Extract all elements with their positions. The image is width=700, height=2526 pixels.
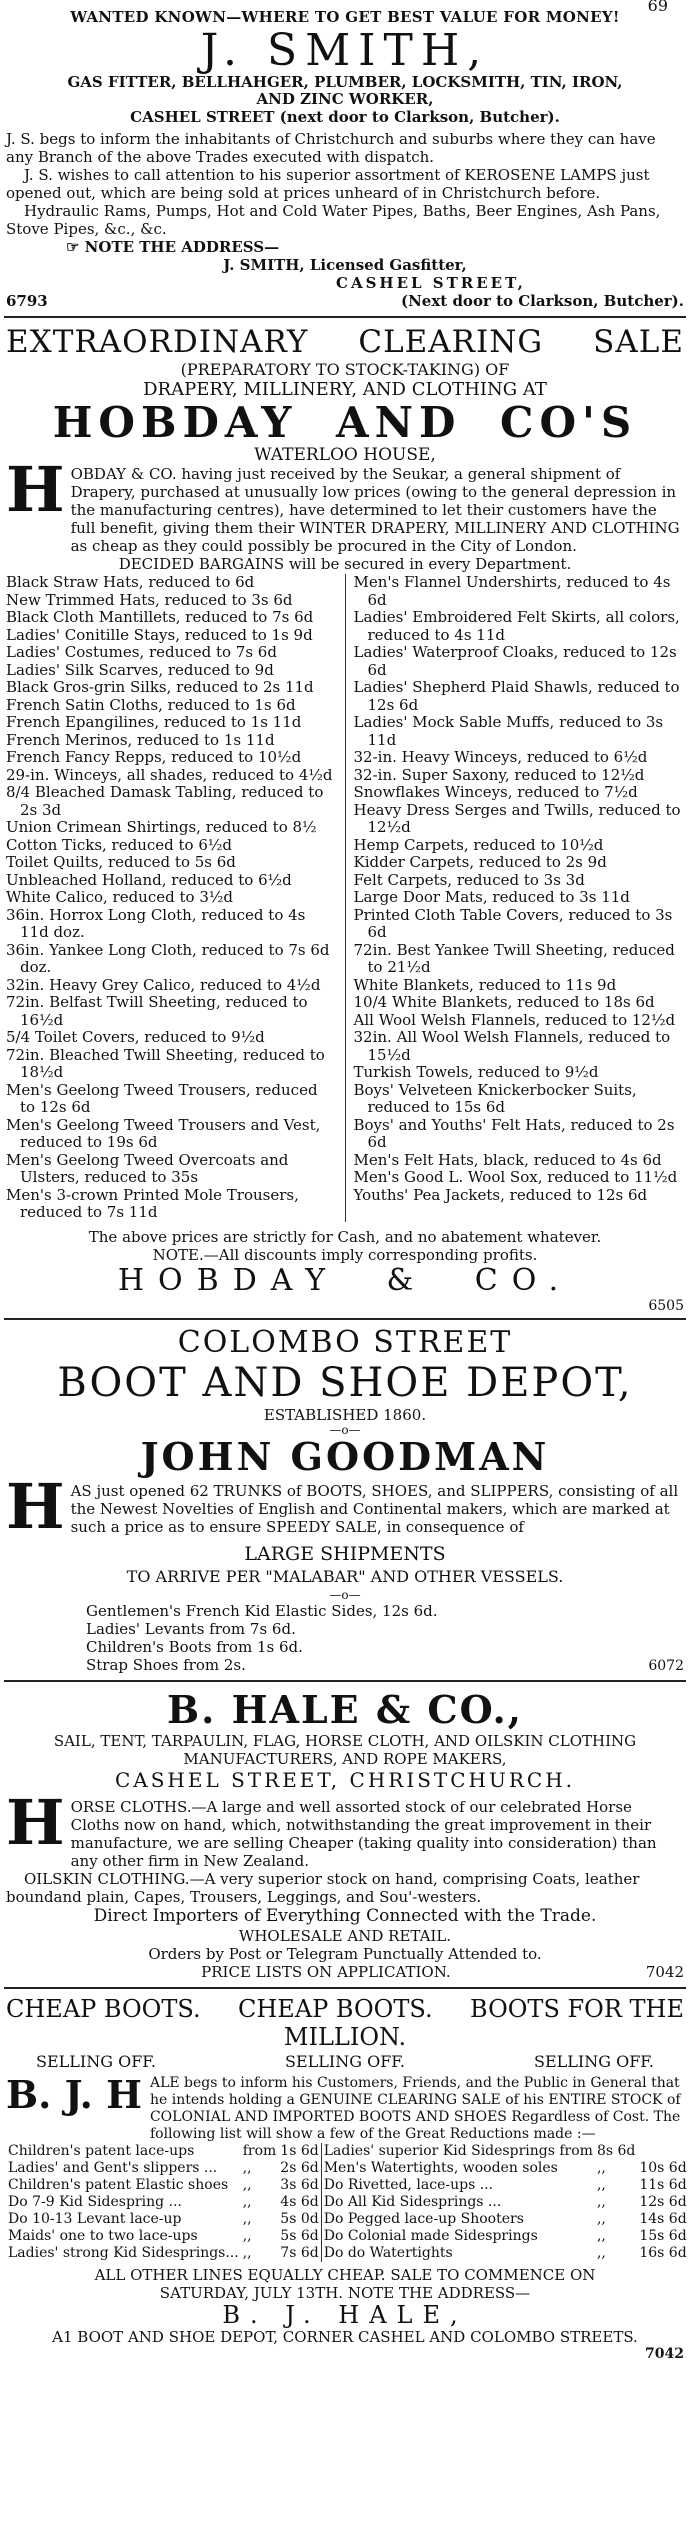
hobday-item: Union Crimean Shirtings, reduced to 8½ xyxy=(6,818,317,836)
hale-para-2: OILSKIN CLOTHING.—A very superior stock on hand, comprising Coats, leather boundand plain, Capes, Trousers, Leggings, and Sou'-westers. xyxy=(6,1869,640,1906)
smith-ref: 6793 xyxy=(6,292,48,310)
bjhale-ad xyxy=(0,1989,690,2362)
hobday-house: WATERLOO HOUSE, xyxy=(254,445,436,465)
goodman-ornament: —o— xyxy=(329,1422,361,1437)
hobday-firm: HOBDAY AND CO'S xyxy=(52,398,638,447)
hale-name: B. HALE & CO., xyxy=(167,1686,523,1732)
table-cell: 4s 6d xyxy=(280,2193,319,2210)
hobday-sign: HOBDAY & CO. xyxy=(117,1262,573,1298)
goodman-ornament: —o— xyxy=(329,1587,361,1602)
hobday-item: Ladies' Waterproof Cloaks, reduced to 12s 6d xyxy=(353,643,677,679)
smith-headline: WANTED KNOWN—WHERE TO GET BEST VALUE FOR MONEY! xyxy=(70,8,620,26)
hobday-item: Hemp Carpets, reduced to 10½d xyxy=(353,835,604,854)
hobday-cash: The above prices are strictly for Cash, and no abatement whatever. xyxy=(88,1227,602,1246)
goodman-item: Gentlemen's French Kid Elastic Sides, 12s 6d. xyxy=(86,1601,438,1620)
table-cell: 10s 6d xyxy=(639,2159,687,2176)
hobday-item: Unbleached Holland, reduced to 6½d xyxy=(6,870,292,889)
hobday-headline-word-3: SALE xyxy=(593,324,684,360)
hobday-item: Kidder Carpets, reduced to 2s 9d xyxy=(353,853,607,871)
table-cell: Children's patent lace-ups xyxy=(8,2142,195,2159)
hale-direct: Direct Importers of Everything Connected with the Trade. xyxy=(93,1905,597,1926)
hobday-item: New Trimmed Hats, reduced to 3s 6d xyxy=(6,590,293,609)
goodman-street: COLOMBO STREET xyxy=(177,1324,513,1360)
hobday-item: 29-in. Winceys, all shades, reduced to 4½d xyxy=(6,765,333,784)
table-cell: ,, xyxy=(242,2210,252,2227)
goodman-intro: AS just opened 62 TRUNKS of BOOTS, SHOES, and SLIPPERS, consisting of all the Newest Novelties of English and Continental makers, which are marked at such a price as to ensure SPEEDY SALE, in consequence of xyxy=(70,1481,679,1536)
goodman-item: Children's Boots from 1s 6d. xyxy=(86,1637,303,1656)
hobday-sub-1: (PREPARATORY TO STOCK-TAKING) OF xyxy=(180,360,510,379)
table-cell: Maids' one to two lace-ups xyxy=(8,2227,198,2244)
table-cell: ,, xyxy=(242,2244,252,2261)
hale-trades-1: SAIL, TENT, TARPAULIN, FLAG, HORSE CLOTH, AND OILSKIN CLOTHING xyxy=(53,1731,637,1750)
hobday-item: 10/4 White Blankets, reduced to 18s 6d xyxy=(353,993,655,1011)
hobday-item: Felt Carpets, reduced to 3s 3d xyxy=(353,870,585,889)
table-cell: ,, xyxy=(242,2159,252,2176)
table-cell: 11s 6d xyxy=(639,2176,687,2193)
hobday-item: Boys' and Youths' Felt Hats, reduced to 2s 6d xyxy=(353,1115,675,1151)
table-cell: Do All Kid Sidesprings ... xyxy=(321,2194,595,2211)
goodman-depot: BOOT AND SHOE DEPOT, xyxy=(57,1359,633,1406)
hobday-item: White Calico, reduced to 3½d xyxy=(6,888,233,906)
hobday-item: Cotton Ticks, reduced to 6½d xyxy=(6,835,233,854)
table-cell: 16s 6d xyxy=(639,2244,687,2261)
hobday-item: French Fancy Repps, reduced to 10½d xyxy=(6,748,302,766)
hobday-item: 32in. All Wool Welsh Flannels, reduced to 15½d xyxy=(353,1028,671,1064)
hobday-item: Black Straw Hats, reduced to 6d xyxy=(6,573,255,591)
smith-address-line: CASHEL STREET (next door to Clarkson, Butcher). xyxy=(130,108,560,126)
hobday-item: 72in. Belfast Twill Sheeting, reduced to 16½d xyxy=(6,993,308,1029)
table-cell: Ladies' superior Kid Sidesprings from xyxy=(321,2143,595,2160)
table-cell: 1s 6d xyxy=(280,2142,319,2159)
hobday-item: 5/4 Toilet Covers, reduced to 9½d xyxy=(6,1028,265,1046)
hale-address: CASHEL STREET, CHRISTCHURCH. xyxy=(114,1767,576,1792)
bjhale-ref: 7042 xyxy=(645,2345,684,2362)
bjhale-head-1: CHEAP BOOTS. xyxy=(6,1994,201,2023)
hobday-item: 32in. Heavy Grey Calico, reduced to 4½d xyxy=(6,975,321,994)
table-cell: 7s 6d xyxy=(280,2244,319,2261)
table-cell: ,, xyxy=(596,2193,606,2210)
table-row xyxy=(6,2245,689,2262)
bjhale-date: SATURDAY, JULY 13TH. NOTE THE ADDRESS— xyxy=(159,2283,531,2302)
hobday-headline-word-2: CLEARING xyxy=(358,324,544,360)
hobday-item: Men's Good L. Wool Sox, reduced to 11½d xyxy=(353,1168,678,1186)
hobday-right-column xyxy=(346,574,685,1222)
hobday-left-column xyxy=(6,574,346,1222)
goodman-established: ESTABLISHED 1860. xyxy=(263,1405,427,1424)
hobday-item: Men's Flannel Undershirts, reduced to 4s 6d xyxy=(353,573,671,609)
hobday-headline-word-1: EXTRAORDINARY xyxy=(6,324,309,360)
hobday-item: 32-in. Heavy Winceys, reduced to 6½d xyxy=(353,748,648,766)
hobday-item: Men's Felt Hats, black, reduced to 4s 6d xyxy=(353,1150,662,1169)
table-cell: ,, xyxy=(242,2227,252,2244)
goodman-large: LARGE SHIPMENTS xyxy=(244,1542,446,1565)
table-cell: from xyxy=(242,2142,277,2159)
goodman-drop-cap: H xyxy=(6,1469,65,1543)
bjhale-head-2: CHEAP BOOTS. xyxy=(238,1994,433,2023)
hobday-item: Ladies' Costumes, reduced to 7s 6d xyxy=(6,643,277,661)
table-cell: 8s 6d xyxy=(596,2142,636,2159)
hobday-item: Black Cloth Mantillets, reduced to 7s 6d xyxy=(6,608,314,626)
smith-sign-3: (Next door to Clarkson, Butcher). xyxy=(401,292,684,310)
smith-para-3: Hydraulic Rams, Pumps, Hot and Cold Water Pipes, Baths, Beer Engines, Ash Pans, Stove Pipes, &c., &c. xyxy=(6,202,661,238)
table-cell: Do Pegged lace-up Shooters xyxy=(321,2211,595,2228)
table-row xyxy=(6,2211,689,2228)
hobday-intro: OBDAY & CO. having just received by the Seukar, a general shipment of Drapery, purchased at unusually low prices (owing to the general depression in the manufacturing centres), have determined to let their customers have the full benefit, giving them their WINTER DRAPERY, MILLINERY AND CLOTHING as cheap as they could possibly be procured in the City of London. xyxy=(70,465,680,555)
smith-ad xyxy=(0,0,690,310)
bjhale-selling-3: SELLING OFF. xyxy=(534,2051,654,2071)
hobday-item: White Blankets, reduced to 11s 9d xyxy=(353,975,617,994)
bjhale-selling-2: SELLING OFF. xyxy=(285,2051,405,2071)
hobday-item: Ladies' Mock Sable Muffs, reduced to 3s 11d xyxy=(353,713,664,749)
hobday-item: Ladies' Silk Scarves, reduced to 9d xyxy=(6,660,274,679)
table-row xyxy=(6,2177,689,2194)
hobday-item: Men's Geelong Tweed Trousers, reduced to 12s 6d xyxy=(6,1080,318,1116)
smith-trades: GAS FITTER, BELLHAHGER, PLUMBER, LOCKSMITH, TIN, IRON, AND ZINC WORKER, xyxy=(67,73,623,108)
page-number: 69 xyxy=(647,0,668,15)
table-cell: ,, xyxy=(242,2176,252,2193)
table-cell: 5s 6d xyxy=(280,2227,319,2244)
hobday-note: NOTE.—All discounts imply corresponding profits. xyxy=(152,1245,538,1264)
hobday-item: Large Door Mats, reduced to 3s 11d xyxy=(353,888,630,906)
hobday-item: Men's 3-crown Printed Mole Trousers, reduced to 7s 11d xyxy=(6,1185,299,1221)
bjhale-address: A1 BOOT AND SHOE DEPOT, CORNER CASHEL AND COLOMBO STREETS. xyxy=(52,2327,638,2346)
smith-para-1: J. S. begs to inform the inhabitants of Christchurch and suburbs where they can have any Branch of the above Trades executed with dispatch. xyxy=(6,130,656,166)
hale-trades-2: MANUFACTURERS, AND ROPE MAKERS, xyxy=(183,1749,507,1768)
bjhale-other: ALL OTHER LINES EQUALLY CHEAP. SALE TO COMMENCE ON xyxy=(94,2265,596,2284)
goodman-ref: 6072 xyxy=(648,1657,684,1674)
bjhale-intro: ALE begs to inform his Customers, Friends, and the Public in General that he intends holding a GENUINE CLEARING SALE of his ENTIRE STOCK of COLONIAL AND IMPORTED BOOTS AND SHOES Regardless of Cost. The following list will show a few of the Great Reductions made :— xyxy=(149,2074,681,2142)
hobday-drop-cap: H xyxy=(6,453,65,526)
hobday-item: Men's Geelong Tweed Trousers and Vest, reduced to 19s 6d xyxy=(6,1115,321,1151)
table-cell: Ladies' strong Kid Sidesprings... xyxy=(8,2244,239,2261)
table-cell: 15s 6d xyxy=(639,2227,687,2244)
smith-para-2: J. S. wishes to call attention to his superior assortment of KEROSENE LAMPS just opened out, which are being sold at prices unheard of in Christchurch before. xyxy=(6,166,650,202)
hobday-item: Boys' Velveteen Knickerbocker Suits, reduced to 15s 6d xyxy=(353,1080,637,1116)
table-cell: Ladies' and Gent's slippers ... xyxy=(8,2159,218,2176)
table-row xyxy=(6,2228,689,2245)
goodman-ad xyxy=(0,1320,690,1674)
hobday-item: All Wool Welsh Flannels, reduced to 12½d xyxy=(353,1010,676,1029)
table-cell: Do 10-13 Levant lace-up xyxy=(8,2210,182,2227)
goodman-item: Ladies' Levants from 7s 6d. xyxy=(86,1619,296,1638)
table-cell: Do do Watertights xyxy=(321,2245,595,2262)
bjhale-initials: B. J. H xyxy=(6,2071,142,2117)
table-row xyxy=(6,2143,689,2160)
hobday-item: 72in. Bleached Twill Sheeting, reduced to 18½d xyxy=(6,1045,325,1081)
table-row xyxy=(6,2194,689,2211)
hobday-item: Toilet Quilts, reduced to 5s 6d xyxy=(6,853,236,871)
hale-wholesale: WHOLESALE AND RETAIL. xyxy=(238,1926,452,1945)
hobday-item: French Merinos, reduced to 1s 11d xyxy=(6,730,275,749)
hobday-item: Ladies' Embroidered Felt Skirts, all colors, reduced to 4s 11d xyxy=(353,608,680,644)
table-cell: ,, xyxy=(242,2193,252,2210)
hale-orders: Orders by Post or Telegram Punctually Attended to. xyxy=(148,1944,542,1963)
hobday-item: Youths' Pea Jackets, reduced to 12s 6d xyxy=(353,1185,648,1204)
hobday-item: 8/4 Bleached Damask Tabling, reduced to 2s 3d xyxy=(6,783,324,819)
table-cell: 14s 6d xyxy=(639,2210,687,2227)
hobday-item: French Epangilines, reduced to 1s 11d xyxy=(6,713,302,731)
hobday-item: Ladies' Shepherd Plaid Shawls, reduced to 12s 6d xyxy=(353,678,680,714)
hobday-sub-2: DRAPERY, MILLINERY, AND CLOTHING AT xyxy=(143,379,547,400)
hale-para-1: ORSE CLOTHS.—A large and well assorted stock of our celebrated Horse Cloths now on hand, which, notwithstanding the great improvement in their manufacture, we are selling Cheaper (taking quality into consideration) than any other firm in New Zealand. xyxy=(70,1797,657,1870)
hobday-item: 36in. Yankee Long Cloth, reduced to 7s 6d doz. xyxy=(6,940,330,976)
hale-prices: PRICE LISTS ON APPLICATION. xyxy=(201,1962,451,1981)
table-cell: Do Rivetted, lace-ups ... xyxy=(321,2177,595,2194)
table-cell: 12s 6d xyxy=(639,2193,687,2210)
bjhale-price-table xyxy=(6,2143,689,2262)
bjhale-head-3b: MILLION. xyxy=(283,2022,407,2051)
table-cell: ,, xyxy=(596,2176,606,2193)
table-cell: ,, xyxy=(596,2244,606,2261)
table-cell: 2s 6d xyxy=(280,2159,319,2176)
table-cell: ,, xyxy=(596,2159,606,2176)
goodman-arrive: TO ARRIVE PER "MALABAR" AND OTHER VESSELS. xyxy=(126,1566,564,1586)
table-cell: 3s 6d xyxy=(280,2176,319,2193)
table-cell: Do 7-9 Kid Sidespring ... xyxy=(8,2193,182,2210)
hobday-ref: 6505 xyxy=(648,1297,684,1314)
smith-name: J. SMITH, xyxy=(200,25,490,76)
hobday-item: Ladies' Conitille Stays, reduced to 1s 9d xyxy=(6,625,313,644)
hobday-item: Turkish Towels, reduced to 9½d xyxy=(353,1063,599,1081)
table-cell: Men's Watertights, wooden soles xyxy=(321,2160,595,2177)
table-cell: ,, xyxy=(596,2210,606,2227)
hobday-item: Snowflakes Winceys, reduced to 7½d xyxy=(353,783,638,801)
hale-drop-cap: H xyxy=(6,1785,65,1859)
hobday-decided: DECIDED BARGAINS will be secured in every Department. xyxy=(118,555,572,573)
hobday-item: 32-in. Super Saxony, reduced to 12½d xyxy=(353,765,645,784)
hobday-item: French Satin Cloths, reduced to 1s 6d xyxy=(6,695,296,714)
hobday-item: Heavy Dress Serges and Twills, reduced to 12½d xyxy=(353,800,681,836)
hobday-item: 36in. Horrox Long Cloth, reduced to 4s 11d doz. xyxy=(6,905,306,941)
bjhale-head-3: BOOTS FOR THE xyxy=(470,1994,684,2023)
smith-sign-1: J. SMITH, Licensed Gasfitter, xyxy=(223,256,467,274)
table-cell: 5s 0d xyxy=(280,2210,319,2227)
hale-ad xyxy=(0,1682,690,1981)
table-cell: Do Colonial made Sidesprings xyxy=(321,2228,595,2245)
goodman-item: Strap Shoes from 2s. xyxy=(86,1655,246,1674)
goodman-name: JOHN GOODMAN xyxy=(140,1433,550,1479)
hobday-ad xyxy=(0,318,690,1314)
table-row xyxy=(6,2160,689,2177)
hobday-item: Black Gros-grin Silks, reduced to 2s 11d xyxy=(6,678,314,696)
hobday-item: 72in. Best Yankee Twill Sheeting, reduced to 21½d xyxy=(353,940,675,976)
hobday-item: Men's Geelong Tweed Overcoats and Ulsters, reduced to 35s xyxy=(6,1150,289,1186)
bjhale-sign: B. J. HALE, xyxy=(222,2300,468,2329)
table-cell: ,, xyxy=(596,2227,606,2244)
bjhale-selling-1: SELLING OFF. xyxy=(36,2051,156,2071)
hale-ref: 7042 xyxy=(645,1962,684,1981)
smith-note: ☞ NOTE THE ADDRESS— xyxy=(66,238,280,256)
hobday-item: Printed Cloth Table Covers, reduced to 3s 6d xyxy=(353,905,673,941)
table-cell: Children's patent Elastic shoes xyxy=(8,2176,229,2193)
smith-sign-2: CASHEL STREET, xyxy=(336,274,526,292)
